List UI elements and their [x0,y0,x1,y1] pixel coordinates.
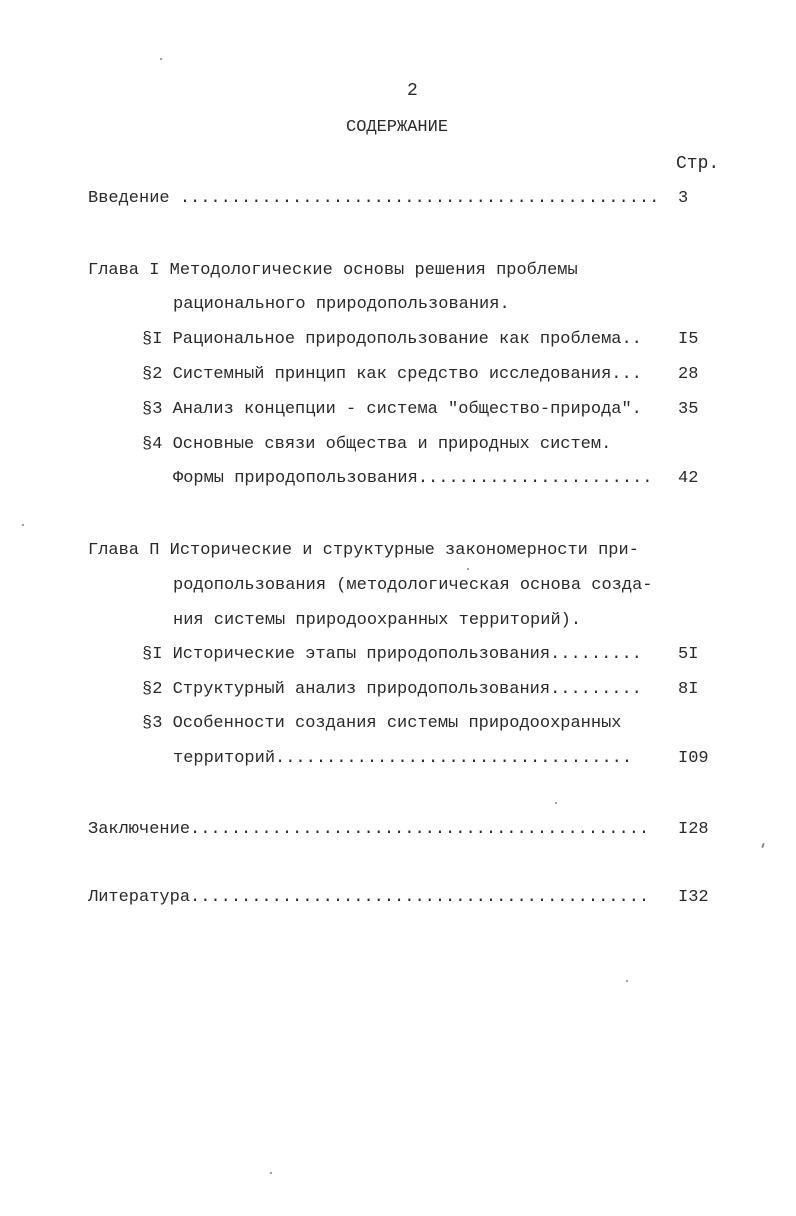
toc-page-conclusion: I28 [678,820,709,839]
toc-entry-conclusion: Заключение............................................. [88,821,650,838]
scan-speck [555,802,557,804]
toc-entry-ch1-s2: §2 Системный принцип как средство исследования... [142,365,642,384]
toc-page-literature: I32 [678,888,709,907]
page-column-header: Стр. [676,154,720,174]
toc-entry-literature: Литература............................................. [88,889,650,906]
toc-entry-ch1-s3: §3 Анализ концепции - система "общество-природа". [142,400,642,419]
page-title: СОДЕРЖАНИЕ [346,118,449,137]
toc-entry-ch2-s3-line-2: территорий................................... [173,749,633,768]
toc-entry-ch1-s4-line-2: Формы природопользования....................... [173,469,653,488]
toc-chapter-2-line-1: Глава П Исторические и структурные закономерности при- [88,541,639,560]
scan-speck [22,524,24,526]
toc-chapter-2-line-3: ния системы природоохранных территорий). [173,611,582,630]
toc-entry-ch1-s1: §I Рациональное природопользование как проблема.. [142,330,642,349]
scan-speck [160,58,162,60]
toc-page-ch1-s3: 35 [678,400,699,419]
toc-chapter-1-line-1: Глава I Методологические основы решения проблемы [88,261,578,280]
scan-speck [761,843,765,848]
toc-page-ch1-s2: 28 [678,365,699,384]
toc-chapter-2-line-2: родопользования (методологическая основа созда- [173,576,653,595]
toc-entry-intro: Введение ............................................... [88,190,660,207]
scan-speck [270,1172,272,1174]
toc-chapter-1-line-2: рационального природопользования. [173,295,510,314]
scan-speck [467,568,469,570]
toc-page-ch2-s1: 5I [678,645,699,664]
toc-page-ch2-s3: I09 [678,749,709,768]
toc-page-ch1-s1: I5 [678,330,699,349]
toc-page-intro: 3 [678,189,689,208]
toc-page-ch1-s4: 42 [678,469,699,488]
toc-entry-ch1-s4-line-1: §4 Основные связи общества и природных систем. [142,435,612,454]
toc-entry-ch2-s3-line-1: §3 Особенности создания системы природоохранных [142,714,622,733]
toc-entry-ch2-s2: §2 Структурный анализ природопользования......... [142,680,642,699]
toc-page-ch2-s2: 8I [678,680,699,699]
scan-speck [626,980,628,982]
toc-entry-ch2-s1: §I Исторические этапы природопользования......... [142,645,642,664]
page-number: 2 [407,81,418,101]
